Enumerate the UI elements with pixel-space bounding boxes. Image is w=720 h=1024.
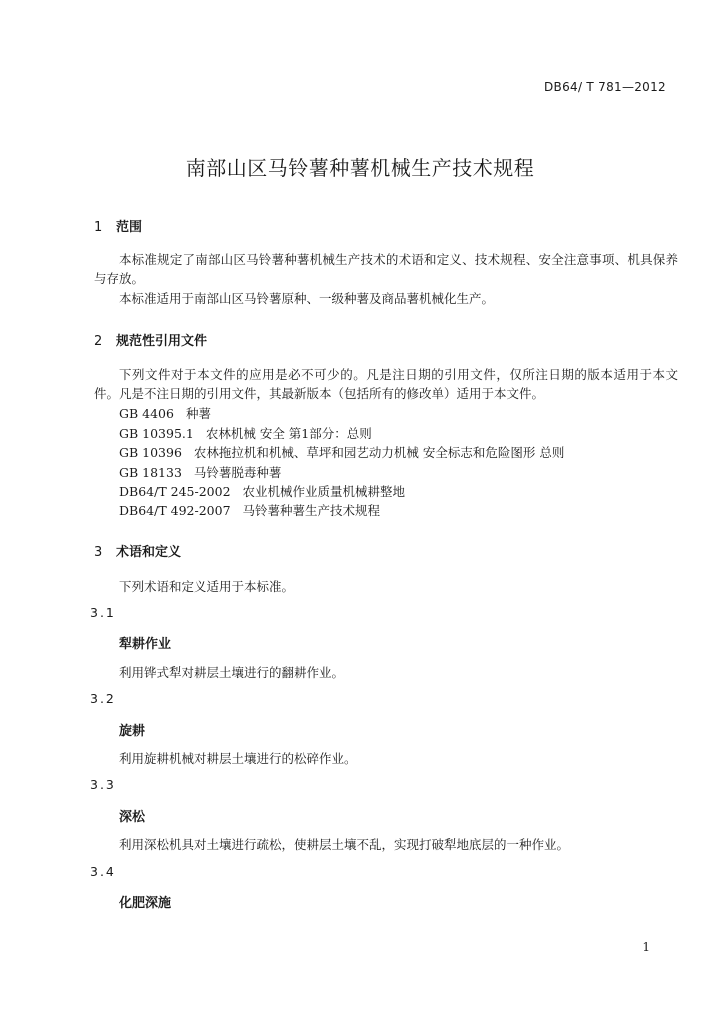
reference-code: DB64/T 492-2007: [119, 503, 231, 518]
reference-title: 种薯: [185, 406, 211, 421]
section-2-paragraph: 下列文件对于本文件的应用是必不可少的。凡是注日期的引用文件，仅所注日期的版本适用于本文件。凡是不注日期的引用文件，其最新版本（包括所有的修改单）适用于本文件。: [94, 367, 678, 401]
reference-code: GB 4406: [119, 406, 174, 421]
term-title: 犁耕作业: [119, 637, 172, 652]
reference-item: [119, 483, 405, 501]
reference-item: [119, 425, 372, 443]
term-title: 旋耕: [119, 724, 146, 739]
reference-title: 马铃薯种薯生产技术规程: [242, 503, 381, 518]
section-3-title: 术语和定义: [116, 545, 182, 560]
reference-code: GB 10395.1: [119, 426, 194, 441]
section-1-number: 1: [94, 220, 103, 235]
term-number: 3.4: [90, 864, 116, 879]
section-2-heading: [94, 330, 207, 349]
term-definition: 利用深松机具对土壤进行疏松，使耕层土壤不乱，实现打破犁地底层的一种作业。: [119, 837, 570, 852]
section-2-title: 规范性引用文件: [116, 334, 208, 349]
section-1-paragraph-2: 本标准适用于南部山区马铃薯原种、一级种薯及商品薯机械化生产。: [119, 291, 495, 306]
reference-title: 马铃薯脱毒种薯: [193, 465, 282, 480]
term-number: 3.3: [90, 777, 116, 792]
section-3-number: 3: [94, 545, 103, 560]
page-number: 1: [642, 940, 650, 954]
page-title: 南部山区马铃薯种薯机械生产技术规程: [185, 156, 535, 180]
document-code: DB64/ T 781—2012: [544, 80, 666, 94]
term-definition: 利用旋耕机械对耕层土壤进行的松碎作业。: [119, 751, 357, 766]
reference-code: DB64/T 245-2002: [119, 484, 231, 499]
section-1-paragraph-1: 本标准规定了南部山区马铃薯种薯机械生产技术的术语和定义、技术规程、安全注意事项、机具保养与存放。: [94, 252, 678, 286]
section-3-heading: [94, 541, 181, 560]
reference-code: GB 18133: [119, 465, 182, 480]
reference-item: [119, 502, 380, 520]
term-number: 3.2: [90, 691, 116, 706]
section-2-number: 2: [94, 334, 103, 349]
term-title: 深松: [119, 810, 146, 825]
section-1-title: 范围: [116, 220, 143, 235]
term-number: 3.1: [90, 605, 116, 620]
reference-item: [119, 405, 211, 423]
reference-item: [119, 444, 564, 462]
reference-item: [119, 464, 281, 482]
section-1-heading: [94, 216, 142, 235]
reference-title: 农林机械 安全 第1部分：总则: [205, 426, 372, 441]
reference-title: 农业机械作业质量机械耕整地: [242, 484, 406, 499]
reference-title: 农林拖拉机和机械、草坪和园艺动力机械 安全标志和危险图形 总则: [193, 445, 565, 460]
term-title: 化肥深施: [119, 896, 172, 911]
section-3-intro: 下列术语和定义适用于本标准。: [119, 579, 295, 594]
term-definition: 利用铧式犁对耕层土壤进行的翻耕作业。: [119, 665, 345, 680]
reference-code: GB 10396: [119, 445, 182, 460]
